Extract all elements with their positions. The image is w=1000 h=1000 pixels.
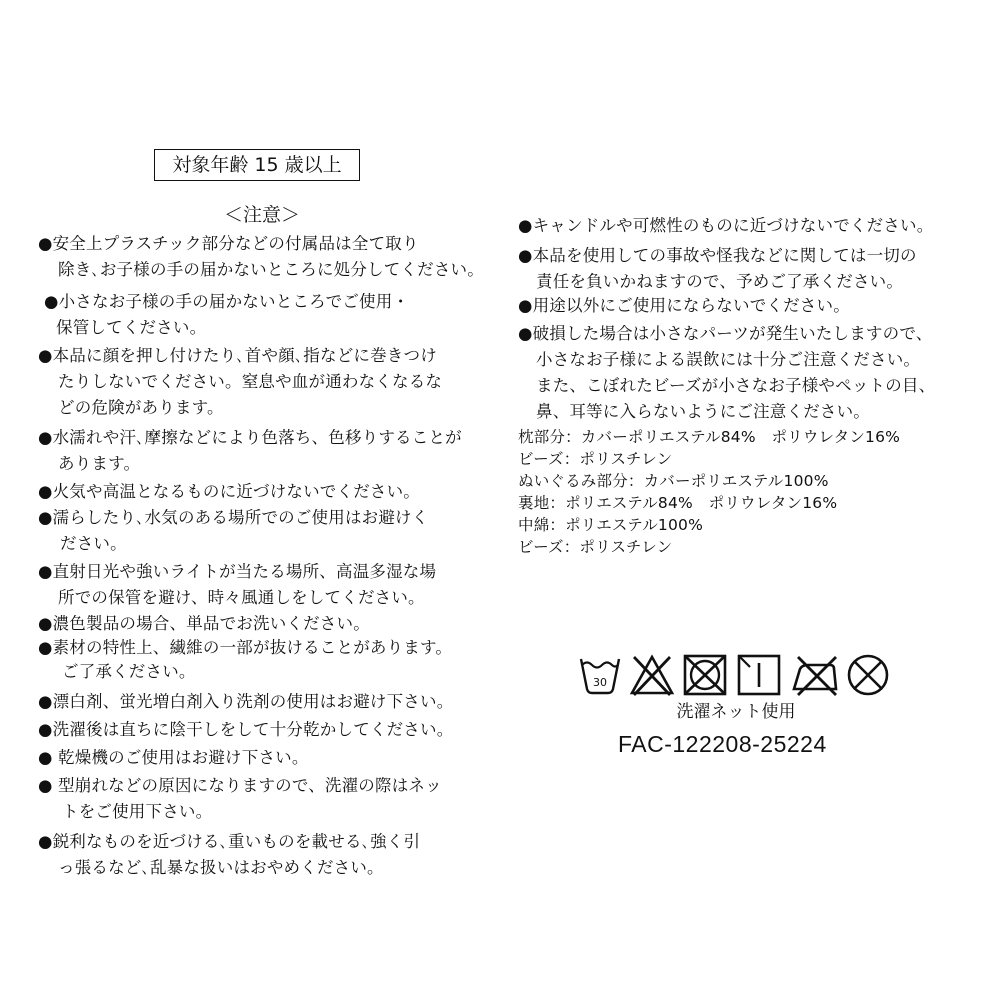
- no-dry-clean-icon: [846, 653, 890, 697]
- left-line: ●漂白剤、蛍光増白剤入り洗剤の使用はお避け下さい。: [38, 692, 454, 711]
- product-code: FAC-122208-25224: [618, 731, 827, 757]
- left-line: 保管してください。: [56, 318, 207, 337]
- line-dry-shade-icon: [736, 653, 782, 697]
- left-line: っ張るなど､乱暴な扱いはおやめください。: [58, 858, 384, 877]
- material-line: 中綿：ポリエステル100%: [518, 516, 704, 534]
- left-line: どの危険があります。: [58, 398, 224, 417]
- no-tumble-dry-icon: [682, 653, 728, 697]
- left-line: ●小さなお子様の手の届かないところでご使用・: [44, 292, 410, 311]
- left-line: ● 乾燥機のご使用はお避け下さい。: [38, 748, 309, 767]
- material-line: ビーズ：ポリスチレン: [518, 450, 673, 468]
- right-line: 責任を負いかねますので、予めご了承ください。: [536, 272, 904, 291]
- material-line: ぬいぐるみ部分：カバーポリエステル100%: [518, 472, 829, 490]
- left-line: ださい。: [60, 534, 127, 553]
- left-line: ●濡らしたり､水気のある場所でのご使用はお避けく: [38, 508, 429, 527]
- wash-30-icon: [578, 653, 622, 697]
- left-line: 除き､お子様の手の届かないところに処分してください。: [58, 260, 484, 279]
- left-line: たりしないでください。窒息や血が通わなくなるな: [58, 372, 443, 391]
- left-line: あります。: [58, 454, 141, 473]
- left-line: ●本品に顔を押し付けたり､首や顔､指などに巻きつけ: [38, 346, 437, 365]
- notice-title: ＜注意＞: [223, 204, 300, 226]
- left-line: 所での保管を避け、時々風通しをしてください。: [58, 588, 425, 607]
- material-line: 枕部分：カバーポリエステル84% ポリウレタン16%: [518, 428, 901, 446]
- right-line: ●破損した場合は小さなパーツが発生いたしますので、: [518, 324, 933, 343]
- right-line: ●本品を使用しての事故や怪我などに関しては一切の: [518, 246, 917, 265]
- left-line: ● 型崩れなどの原因になりますので、洗濯の際はネッ: [38, 776, 442, 795]
- left-line: ●直射日光や強いライトが当たる場所、高温多湿な場: [38, 562, 437, 581]
- left-line: トをご使用下さい。: [62, 802, 213, 821]
- left-line: ●安全上プラスチック部分などの付属品は全て取り: [38, 234, 419, 253]
- left-line: ●素材の特性上、繊維の一部が抜けることがあります。: [38, 638, 453, 657]
- left-line: ご了承ください。: [62, 662, 196, 681]
- wash-temp-label: 30: [593, 676, 607, 689]
- left-line: ●水濡れや汗､摩擦などにより色落ち、色移りすることが: [38, 428, 462, 447]
- left-line: ●洗濯後は直ちに陰干しをして十分乾かしてください。: [38, 720, 454, 739]
- right-line: 小さなお子様による誤飲には十分ご注意ください。: [536, 350, 921, 369]
- left-line: ●鋭利なものを近づける､重いものを載せる､強く引: [38, 832, 421, 851]
- right-line: また、こぼれたビーズが小さなお子様やペットの目、: [536, 376, 936, 395]
- net-usage-label: 洗濯ネット使用: [676, 702, 796, 722]
- right-line: ●キャンドルや可燃性のものに近づけないでください。: [518, 216, 934, 235]
- care-symbols: [578, 653, 890, 701]
- right-line: ●用途以外にご使用にならないでください。: [518, 296, 850, 315]
- age-label: 対象年齢 15 歳以上: [154, 149, 360, 181]
- material-line: 裏地：ポリエステル84% ポリウレタン16%: [518, 494, 838, 512]
- material-line: ビーズ：ポリスチレン: [518, 538, 673, 556]
- left-line: ●濃色製品の場合、単品でお洗いください。: [38, 614, 370, 633]
- no-bleach-icon: [628, 653, 676, 697]
- right-line: 鼻、耳等に入らないようにご注意ください。: [536, 402, 870, 421]
- left-line: ●火気や高温となるものに近づけないでください。: [38, 482, 420, 501]
- no-iron-icon: [790, 653, 842, 697]
